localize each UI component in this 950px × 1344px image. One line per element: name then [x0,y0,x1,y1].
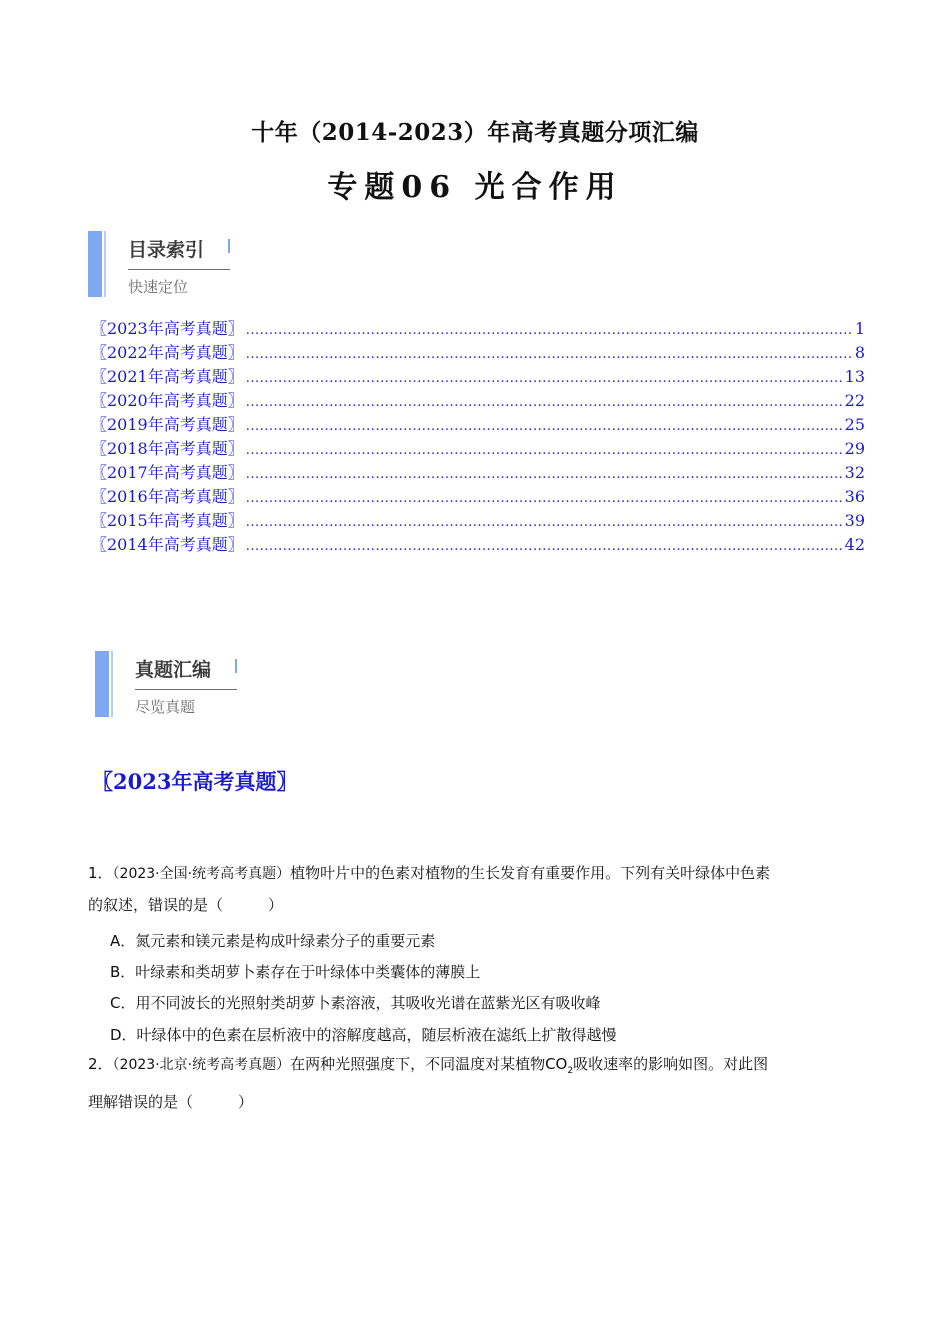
document-title: 十年（2014-2023）年高考真题分项汇编 [251,119,699,146]
toc-section-badge [88,231,268,303]
questions-section-badge [95,651,275,723]
toc-leader [246,323,853,338]
toc-leader [246,419,843,434]
toc-entry[interactable] [91,316,865,340]
badge-underline [128,269,230,270]
question-1-stem [88,858,868,921]
toc-entry[interactable] [91,532,865,556]
toc-leader [246,395,843,410]
toc-leader [246,515,843,530]
toc-entry-label[interactable]: 〖2015年高考真题〗 [91,511,244,530]
toc-entry-page[interactable]: 13 [844,367,865,386]
badge-accent-line [104,231,106,297]
toc-entry-page[interactable]: 29 [844,439,865,458]
toc-entry-label[interactable]: 〖2014年高考真题〗 [91,535,244,554]
toc-entry[interactable] [91,460,865,484]
toc-leader [246,491,843,506]
toc-entry-page[interactable]: 42 [844,535,865,554]
badge-accent-line [111,651,113,717]
toc-entry[interactable] [91,388,865,412]
question-source: （2023·全国·统考高考真题） [112,866,291,882]
year-heading: 〖2023年高考真题〗 [92,769,298,794]
question-number: 1． [88,864,113,882]
toc-entry-label[interactable]: 〖2023年高考真题〗 [91,319,244,338]
toc-leader [246,467,843,482]
badge-tick [228,239,230,253]
toc-entry-page[interactable]: 25 [844,415,865,434]
badge-tick [235,659,237,673]
question-2-stem [88,1049,868,1118]
toc-entry-label[interactable]: 〖2016年高考真题〗 [91,487,244,506]
toc-entry-page[interactable]: 1 [854,319,865,338]
question-stem-line1: 植物叶片中的色素对植物的生长发育有重要作用。下列有关叶绿体中色素 [290,864,771,882]
question-stem-line2: 理解错误的是（ ） [88,1093,254,1111]
toc-entry-label[interactable]: 〖2019年高考真题〗 [91,415,244,434]
toc-entry[interactable] [91,484,865,508]
toc-entry[interactable] [91,436,865,460]
toc-leader [246,443,843,458]
toc-leader [246,347,853,362]
toc-entry-page[interactable]: 32 [844,463,865,482]
topic-title: 专题06 光合作用 [327,170,623,205]
toc-entry-label[interactable]: 〖2021年高考真题〗 [91,367,244,386]
badge-accent-bar [88,231,102,297]
badge-accent-bar [95,651,109,717]
question-1-option-d[interactable]: D．叶绿体中的色素在层析液中的溶解度越高，随层析液在滤纸上扩散得越慢 [110,1026,617,1044]
toc-entry-page[interactable]: 39 [844,511,865,530]
toc-entry[interactable] [91,412,865,436]
question-1-option-b[interactable]: B．叶绿素和类胡萝卜素存在于叶绿体中类囊体的薄膜上 [110,963,481,981]
toc-entry-page[interactable]: 36 [844,487,865,506]
questions-badge-title: 真题汇编 [135,659,212,681]
question-stem-line1b: 吸收速率的影响如图。对此图 [573,1055,769,1073]
toc-entry-label[interactable]: 〖2018年高考真题〗 [91,439,244,458]
question-stem-line2: 的叙述，错误的是（ ） [88,896,284,914]
toc-entry[interactable] [91,508,865,532]
toc-entry-label[interactable]: 〖2017年高考真题〗 [91,463,244,482]
toc-entry[interactable] [91,340,865,364]
question-source: （2023·北京·统考高考真题） [112,1057,291,1073]
toc-leader [246,539,843,554]
toc-entry-page[interactable]: 22 [844,391,865,410]
question-1-option-c[interactable]: C．用不同波长的光照射类胡萝卜素溶液，其吸收光谱在蓝紫光区有吸收峰 [110,994,601,1012]
toc-badge-subtitle: 快速定位 [128,278,189,296]
toc-entry-label[interactable]: 〖2022年高考真题〗 [91,343,244,362]
toc-entry[interactable] [91,364,865,388]
question-stem-line1a: 在两种光照强度下，不同温度对某植物CO [290,1055,568,1073]
badge-underline [135,689,237,690]
table-of-contents [91,316,865,556]
subscript: 2 [567,1066,574,1076]
question-1-option-a[interactable]: A．氮元素和镁元素是构成叶绿素分子的重要元素 [110,932,436,950]
question-number: 2． [88,1055,113,1073]
toc-leader [246,371,843,386]
toc-entry-page[interactable]: 8 [854,343,865,362]
toc-entry-label[interactable]: 〖2020年高考真题〗 [91,391,244,410]
questions-badge-subtitle: 尽览真题 [135,698,196,716]
toc-badge-title: 目录索引 [128,239,205,261]
